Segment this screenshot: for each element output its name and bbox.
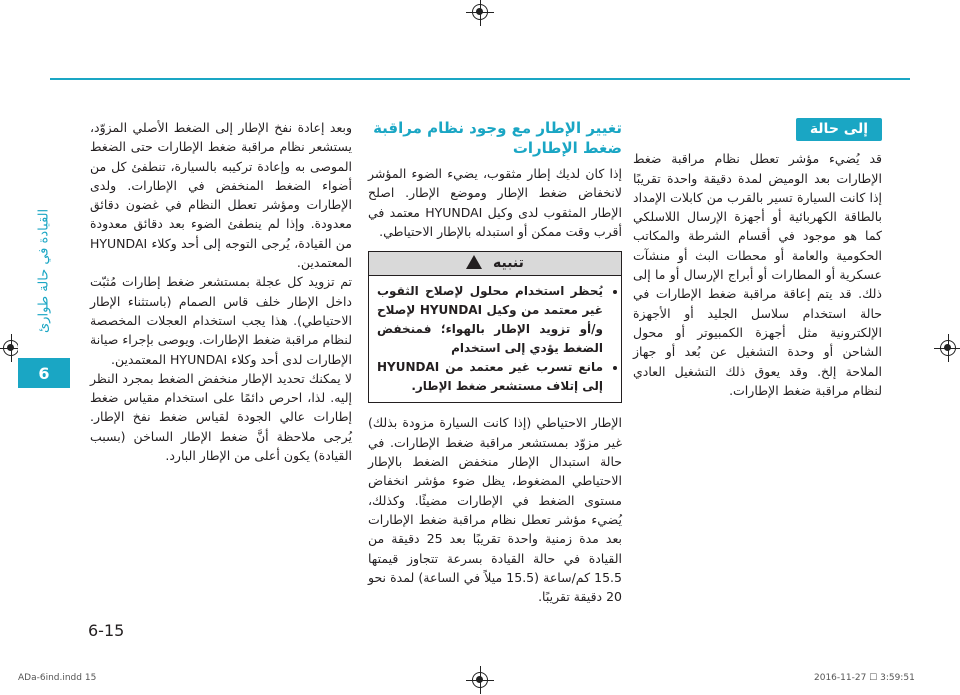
right-column bbox=[633, 118, 882, 400]
registration-mark-icon bbox=[3, 340, 19, 356]
middle-column bbox=[368, 118, 622, 606]
footer-date: 2016-11-27 ☐ 3:59:51 bbox=[814, 673, 915, 683]
registration-mark-icon bbox=[472, 672, 488, 688]
chapter-number: 6 bbox=[18, 358, 70, 388]
page-number: 6-15 bbox=[88, 621, 125, 640]
footer-file-name: ADa-6ind.indd 15 bbox=[18, 673, 97, 683]
paragraph: وبعد إعادة نفخ الإطار إلى الضغط الأصلي المزوّد، يستشعر نظام مراقبة ضغط الإطارات حتى الضغط الموصى به وإعادة تركيبه بالسيارة، تنطفئ كل من أضواء الضغط المنخفض في الإطارات. ولدى الإطارات ومؤشر تعطل النظام في غضون دقائق معدودة. وإذا لم ينطفئ الضوء بعد دقائق معدودة من القيادة، يُرجى التوجه إلى أحد وكلاء HYUNDAI المعتمدين. bbox=[90, 120, 352, 271]
paragraph: إذا كان لديك إطار مثقوب، يضيء الضوء المؤشر لانخفاض ضغط الإطار وموضع الإطار. اصلح الإطار المثقوب لدى وكيل HYUNDAI معتمد في أقرب وقت ممكن أو استبدله بالإطار الاحتياطي. bbox=[368, 166, 622, 239]
section-heading: تغيير الإطار مع وجود نظام مراقبة ضغط الإطارات bbox=[373, 119, 622, 157]
warning-header bbox=[369, 252, 621, 276]
note-label: إلى حالة bbox=[796, 118, 882, 141]
header-rule bbox=[50, 78, 910, 80]
left-column bbox=[90, 118, 352, 465]
warning-body bbox=[369, 276, 621, 402]
side-tab-title: القيادة في حالة طوارئ bbox=[36, 208, 52, 333]
paragraph: تم تزويد كل عجلة بمستشعر ضغط إطارات مُثبّت داخل الإطار خلف قاس الصمام (باستثناء الإطار الاحتياطي). هذا يجب استخدام العجلات المخصصة لنظام مراقبة ضغط الإطارات. ويوصى بإجراء صيانة الإطارات لدى أحد وكلاء HYUNDAI المعتمدين. bbox=[90, 274, 352, 367]
warning-title: تنبيه bbox=[492, 255, 524, 272]
list-item: • يُحظر استخدام محلول لإصلاح الثقوب غير معتمد من وكيل HYUNDAI لإصلاح و/أو تزويد الإطار بالهواء؛ فمنخفض الضغط يؤدي إلى استخدام bbox=[377, 282, 603, 358]
paragraph: لا يمكنك تحديد الإطار منخفض الضغط بمجرد النظر إليه. لذا، احرص دائمًا على استخدام مقياس ضغط إطارات عالي الجودة لقياس ضغط نفخ الإطار. يُرجى ملاحظة أنَّ ضغط الإطار الساخن (بسبب القيادة) يكون أعلى من الإطار البارد. bbox=[90, 370, 352, 464]
paragraph: الإطار الاحتياطي (إذا كانت السيارة مزودة بذلك) غير مزوّد بمستشعر مراقبة ضغط الإطارات. في حالة استبدال الإطار منخفض الضغط بالإطار الاحتياطي المضغوط، يظل ضوء مؤشر انخفاض مستوى الضغط في الإطارات مضيئًا. وكذلك، يُضيء مؤشر تعطل نظام مراقبة ضغط الإطارات بعد مدة زمنية واحدة تقريبًا بعد 25 دقيقة من القيادة في حالة القيادة بسرعة تتجاوز قيمتها 15.5 كم/ساعة (15.5 ميلاً في الساعة) لمدة نحو 20 دقيقة تقريبًا. bbox=[368, 415, 623, 605]
list-item: • مانع تسرب غير معتمد من HYUNDAI إلى إتلاف مستشعر ضغط الإطار. bbox=[377, 358, 603, 396]
warning-triangle-icon bbox=[466, 255, 482, 269]
warning-box bbox=[368, 251, 622, 403]
registration-mark-icon bbox=[940, 340, 956, 356]
registration-mark-icon bbox=[472, 4, 488, 20]
paragraph: قد يُضيء مؤشر تعطل نظام مراقبة ضغط الإطارات بعد الوميض لمدة دقيقة واحدة تقريبًا إذا كانت السيارة تسير بالقرب من كابلات الإمداد بالطاقة الكهربائية أو أجهزة الإرسال اللاسلكي كما هو موجود في أقسام الشرطة والمكاتب الحكومية والعامة أو محطات البث أو منشآت عسكرية أو المطارات أو أبراج الإرسال أو ما إلى ذلك. قد يتم إعاقة مراقبة ضغط الإطارات في حالة استخدام سلاسل الجليد أو الأجهزة الإلكترونية مثل أجهزة الكمبيوتر أو محول الشاحن أو وحدة التشغيل عن بُعد أو جهاز الملاحة إلخ. وقد يعوق ذلك التشغيل العادي لنظام مراقبة ضغط الإطارات. bbox=[633, 151, 882, 398]
